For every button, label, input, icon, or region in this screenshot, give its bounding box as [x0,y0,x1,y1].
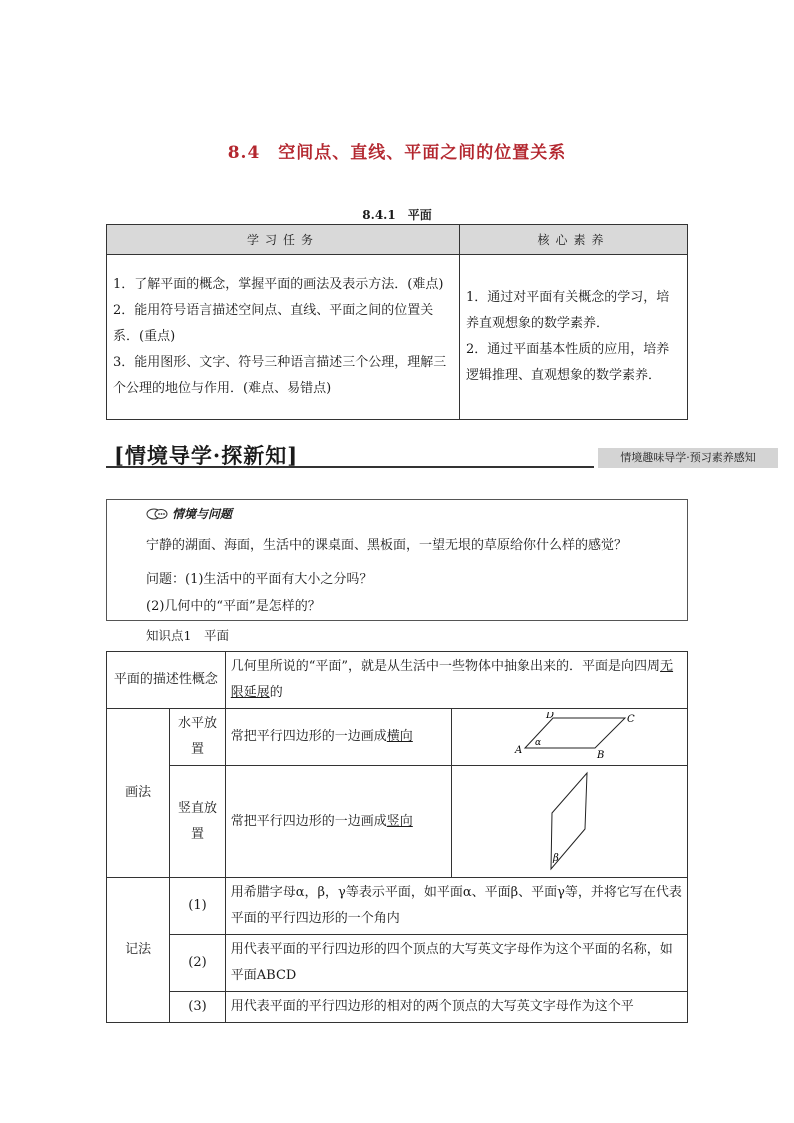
scenario-header [146,505,232,522]
notation-text-1: 用希腊字母α，β，γ等表示平面，如平面α、平面β、平面γ等，并将它写在代表平面的平行四边形的一个角内 [225,878,687,935]
task-item: 3．能用图形、文字、符号三种语言描述三个公理，理解三个公理的地位与作用．(难点、易错点) [113,355,447,396]
plane-concept-table [106,651,688,1023]
horizontal-text: 常把平行四边形的一边画成 [230,729,387,744]
horizontal-parallelogram-figure [457,712,682,762]
subsection-title: 8.4.1 平面 [362,208,432,222]
vertex-a: A [515,745,523,756]
notation-text-2: 用代表平面的平行四边形的四个顶点的大写英文字母作为这个平面的名称，如平面ABCD [225,935,687,992]
horizontal-cell [225,709,451,766]
header-core-literacy: 核心素养 [460,225,688,255]
core-literacy-cell [460,255,688,420]
drawing-label: 画法 [107,709,170,878]
learning-tasks-cell [107,255,460,420]
desc-cell [225,652,687,709]
banner-tag: 情境趣味导学·预习素养感知 [598,448,778,468]
horizontal-underline: 横向 [386,729,413,744]
banner-title: [情境导学·探新知] [114,443,299,468]
desc-end: 的 [269,685,283,700]
knowledge-point-label: 知识点1 平面 [146,628,229,643]
angle-beta: β [553,852,559,864]
vertical-text: 常把平行四边形的一边画成 [230,813,387,829]
horizontal-figure-cell [452,709,688,766]
vertical-figure-cell [452,766,688,878]
chat-bubbles-icon [146,507,168,521]
notation-label: 记法 [107,878,170,1023]
vertex-c: C [627,714,635,725]
vertical-cell [225,766,451,878]
angle-alpha: α [535,738,542,748]
banner-divider [106,466,594,468]
scenario-problem-2: (2)几何中的“平面”是怎样的？ [146,599,321,614]
scenario-problem-1: 问题：(1)生活中的平面有大小之分吗？ [146,572,373,587]
vertex-b: B [597,750,605,761]
vertical-parallelogram-figure [457,769,682,875]
task-item: 2．能用符号语言描述空间点、直线、平面之间的位置关系．(重点) [113,303,434,344]
notation-num-2: (2) [170,935,226,992]
horizontal-label: 水平放置 [170,709,226,766]
scenario-head-label: 情境与问题 [172,507,233,521]
learning-goals-table [106,224,688,420]
vertex-d: D [546,712,555,721]
notation-num-3: (3) [170,992,226,1023]
notation-text-3: 用代表平面的平行四边形的相对的两个顶点的大写英文字母作为这个平 [225,992,687,1023]
literacy-item: 2．通过平面基本性质的应用，培养逻辑推理、直观想象的数学素养． [466,342,670,383]
header-learning-tasks: 学习任务 [107,225,460,255]
literacy-item: 1．通过对平面有关概念的学习，培养直观想象的数学素养． [466,290,670,331]
desc-text: 几何里所说的“平面”，就是从生活中一些物体中抽象出来的．平面是向四周 [230,659,661,674]
scenario-question: 宁静的湖面、海面，生活中的课桌面、黑板面，一望无垠的草原给你什么样的感觉？ [146,538,628,553]
vertical-label: 竖直放置 [170,766,226,878]
notation-num-1: (1) [170,878,226,935]
desc-label: 平面的描述性概念 [107,652,226,709]
task-item: 1．了解平面的概念，掌握平面的画法及表示方法．(难点) [113,277,444,292]
desc-underline: 无限延展 [230,659,674,700]
section-title: 8.4 空间点、直线、平面之间的位置关系 [227,143,567,163]
vertical-underline: 竖向 [386,813,413,829]
